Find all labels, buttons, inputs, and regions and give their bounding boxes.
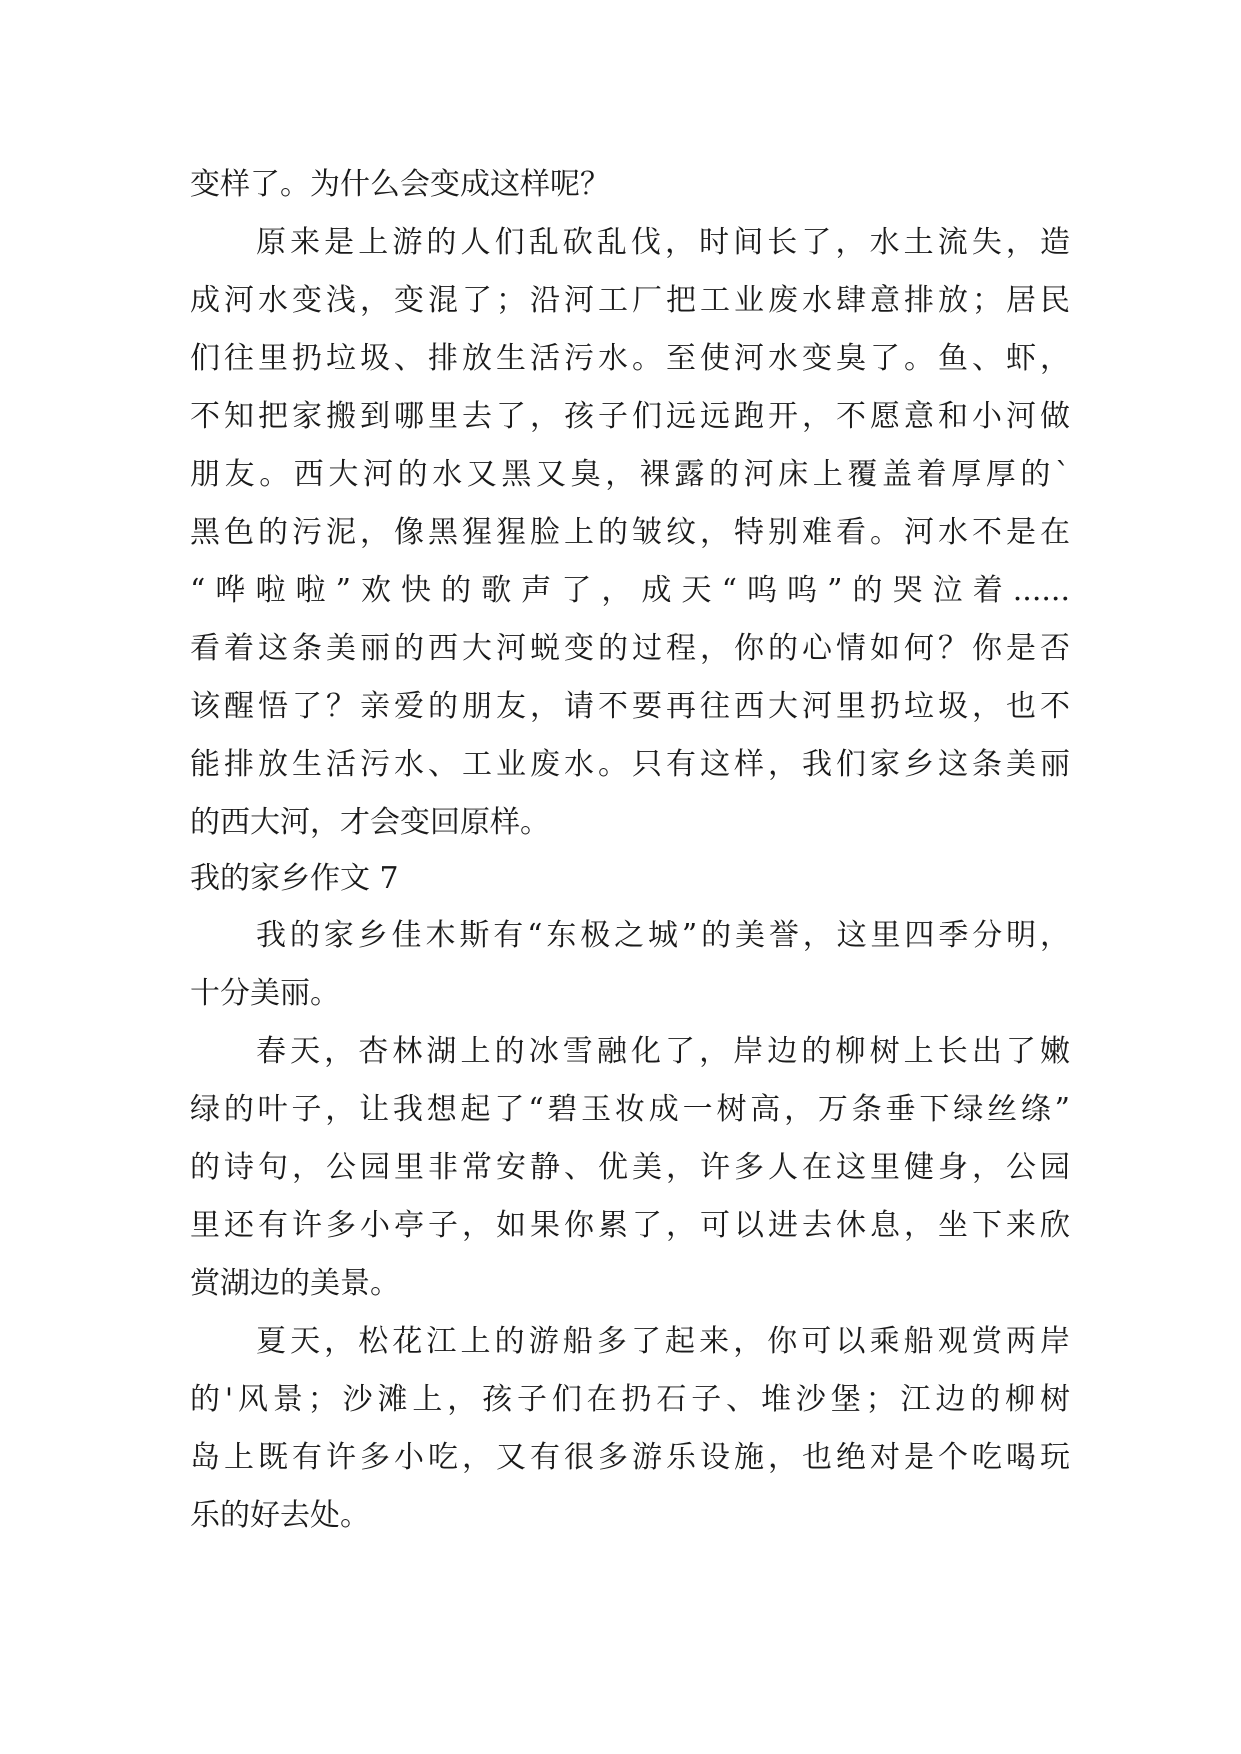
text-line: 的诗句，公园里非常安静、优美，许多人在这里健身，公园 — [190, 1150, 1070, 1185]
section-heading: 我的家乡作文 7 — [190, 861, 399, 896]
text-line: 绿的叶子，让我想起了“碧玉妆成一树高，万条垂下绿丝绦” — [190, 1092, 1070, 1127]
text-line: 十分美丽。 — [190, 976, 340, 1011]
text-line: 变样了。为什么会变成这样呢？ — [190, 167, 610, 202]
text-line: 赏湖边的美景。 — [190, 1266, 400, 1301]
text-line: 的'风景；沙滩上，孩子们在扔石子、堆沙堡；江边的柳树 — [190, 1382, 1070, 1417]
text-line: 里还有许多小亭子，如果你累了，可以进去休息，坐下来欣 — [190, 1208, 1070, 1243]
text-line: 能排放生活污水、工业废水。只有这样，我们家乡这条美丽 — [190, 747, 1070, 782]
text-line: 该醒悟了？亲爱的朋友，请不要再往西大河里扔垃圾，也不 — [190, 689, 1070, 724]
text-line: 我的家乡佳木斯有“东极之城”的美誉，这里四季分明， — [256, 918, 1070, 953]
text-line: “哗啦啦”欢快的歌声了，成天“呜呜”的哭泣着...... — [190, 573, 1070, 608]
text-line: 不知把家搬到哪里去了，孩子们远远跑开，不愿意和小河做 — [190, 399, 1070, 434]
text-line: 原来是上游的人们乱砍乱伐，时间长了，水土流失，造 — [256, 225, 1070, 260]
text-line: 乐的好去处。 — [190, 1498, 370, 1533]
text-line: 成河水变浅，变混了；沿河工厂把工业废水肆意排放；居民 — [190, 283, 1070, 318]
text-line: 春天，杏林湖上的冰雪融化了，岸边的柳树上长出了嫩 — [256, 1034, 1070, 1069]
text-line: 的西大河，才会变回原样。 — [190, 805, 550, 840]
text-line: 们往里扔垃圾、排放生活污水。至使河水变臭了。鱼、虾， — [190, 341, 1070, 376]
text-line: 夏天，松花江上的游船多了起来，你可以乘船观赏两岸 — [256, 1324, 1070, 1359]
text-line: 黑色的污泥，像黑猩猩脸上的皱纹，特别难看。河水不是在 — [190, 515, 1070, 550]
text-line: 岛上既有许多小吃，又有很多游乐设施，也绝对是个吃喝玩 — [190, 1440, 1070, 1475]
text-line: 看着这条美丽的西大河蜕变的过程，你的心情如何？你是否 — [190, 631, 1070, 666]
text-line: 朋友。西大河的水又黑又臭，裸露的河床上覆盖着厚厚的` — [190, 457, 1070, 492]
